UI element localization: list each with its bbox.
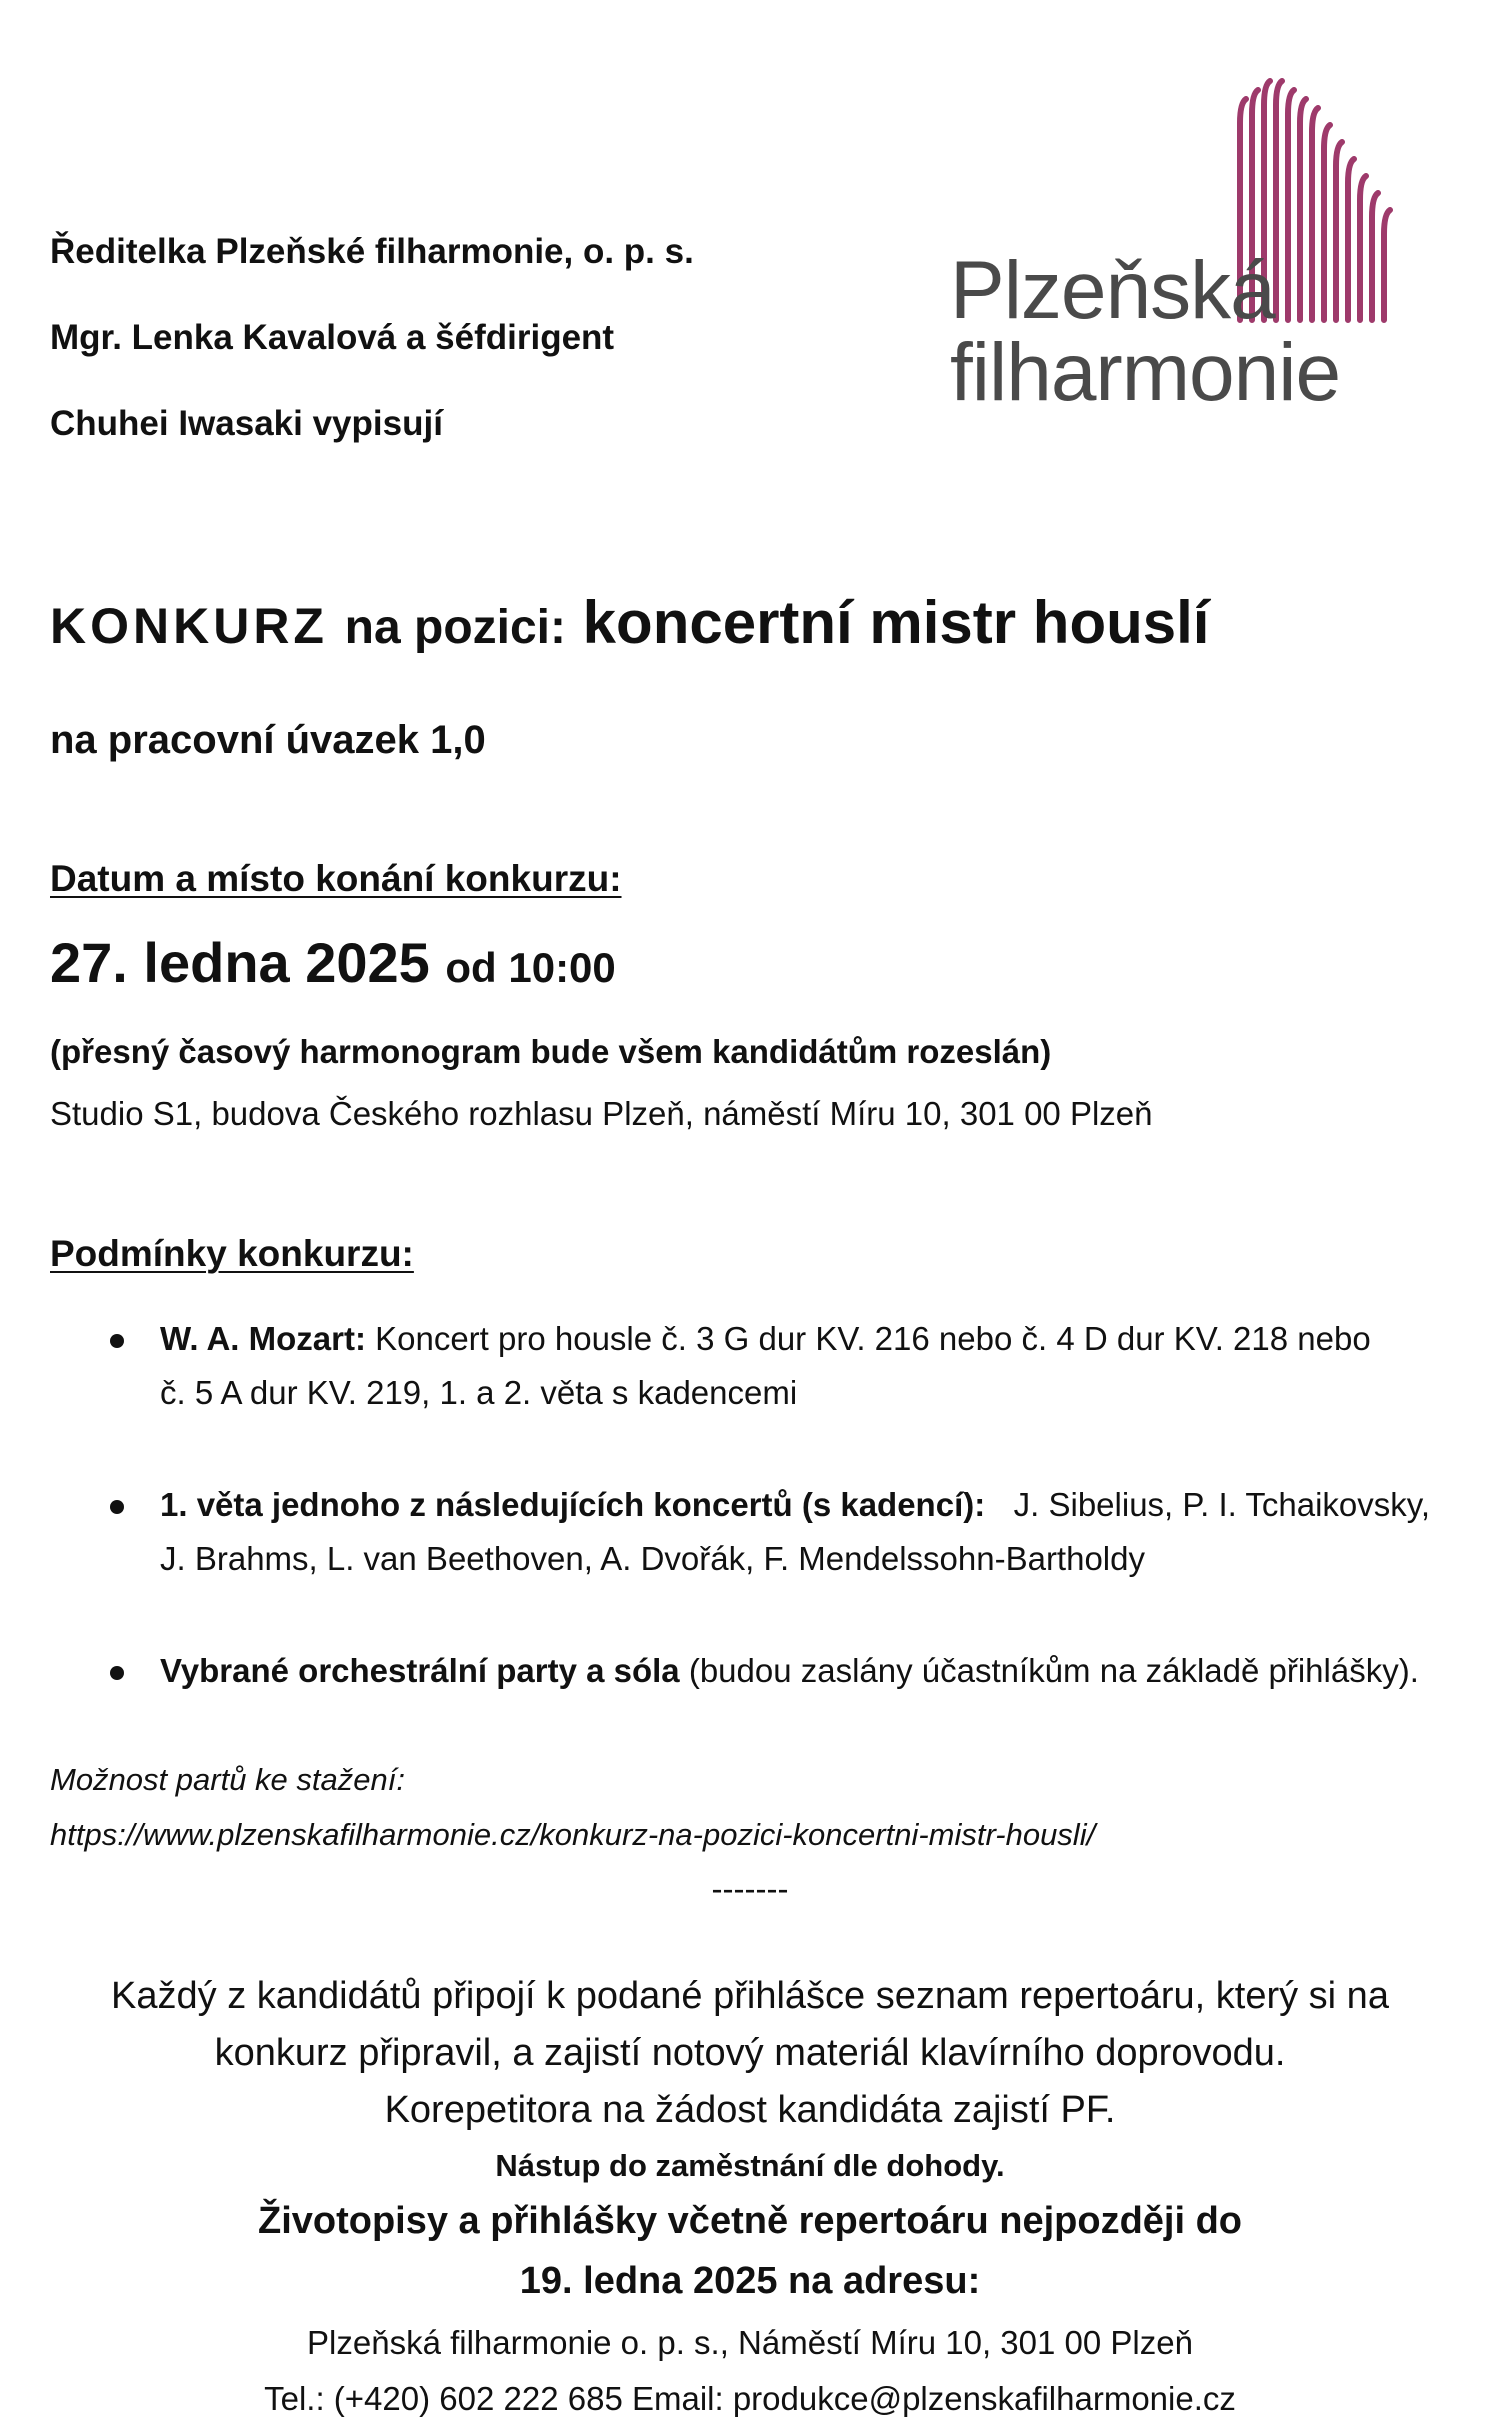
condition-2-line2: J. Brahms, L. van Beethoven, A. Dvořák, F. Mendelssohn-Bartholdy <box>160 1540 1145 1577</box>
download-link[interactable]: https://www.plzenskafilharmonie.cz/konkurz-na-pozici-koncertni-mistr-housli/ <box>50 1817 1096 1852</box>
workload: na pracovní úvazek 1,0 <box>50 718 486 762</box>
repertoire-line-1: Každý z kandidátů připojí k podané přihlášce seznam repertoáru, který si na <box>111 1975 1389 2017</box>
bullet-icon <box>110 1500 124 1514</box>
intro-line-1: Ředitelka Plzeňské filharmonie, o. p. s. <box>50 232 694 271</box>
intro-line-2: Mgr. Lenka Kavalová a šéfdirigent <box>50 318 615 357</box>
logo-line-2: filharmonie <box>950 327 1341 418</box>
deadline-line-1: Životopisy a přihlášky včetně repertoáru nejpozději do <box>257 2200 1243 2242</box>
schedule-note: (přesný časový harmonogram bude všem kandidátům rozeslán) <box>50 1033 1052 1070</box>
condition-1-line2: č. 5 A dur KV. 219, 1. a 2. věta s kadencemi <box>160 1374 798 1411</box>
condition-1-bold: W. A. Mozart: <box>160 1320 366 1357</box>
bullet-icon <box>110 1666 124 1680</box>
title-na-pozici: na pozici: <box>344 601 566 654</box>
condition-3-bold: Vybrané orchestrální party a sóla <box>160 1652 680 1689</box>
condition-2-bold: 1. věta jednoho z následujících koncertů (s kadencí): <box>160 1486 986 1523</box>
contact-info: Tel.: (+420) 602 222 685 Email: produkce@plzenskafilharmonie.cz <box>264 2380 1236 2417</box>
deadline-line-2: 19. ledna 2025 na adresu: <box>519 2260 981 2302</box>
condition-item-3 <box>160 1644 1430 1698</box>
organ-pipe <box>1312 108 1318 320</box>
condition-item-2 <box>160 1478 1430 1586</box>
condition-1-line1: Koncert pro housle č. 3 G dur KV. 216 nebo č. 4 D dur KV. 218 nebo <box>375 1320 1371 1357</box>
bullet-icon <box>110 1334 124 1348</box>
event-place: Studio S1, budova Českého rozhlasu Plzeň, náměstí Míru 10, 301 00 Plzeň <box>50 1095 1153 1132</box>
event-date <box>50 930 616 995</box>
organ-pipe <box>1300 99 1306 320</box>
condition-3-line1: (budou zaslány účastníkům na základě přihlášky). <box>688 1652 1419 1689</box>
separator: ------- <box>711 1870 789 1907</box>
organ-pipe <box>1276 81 1282 320</box>
organ-pipe <box>1324 125 1330 320</box>
organ-pipe <box>1360 176 1366 320</box>
organ-pipe <box>1288 90 1294 320</box>
event-date-value: 27. ledna 2025 <box>50 931 430 994</box>
title-position: koncertní mistr houslí <box>582 589 1210 656</box>
plzenska-filharmonie-logo <box>950 70 1410 418</box>
address: Plzeňská filharmonie o. p. s., Náměstí Míru 10, 301 00 Plzeň <box>307 2324 1193 2361</box>
logo-line-1: Plzeňská <box>950 245 1275 336</box>
organ-pipe <box>1336 142 1342 320</box>
start-note: Nástup do zaměstnání dle dohody. <box>495 2148 1005 2183</box>
page-title <box>50 588 1209 657</box>
conditions-heading: Podmínky konkurzu: <box>50 1233 414 1274</box>
organ-pipe <box>1384 210 1390 320</box>
condition-item-1 <box>160 1312 1430 1420</box>
intro-line-3: Chuhei Iwasaki vypisují <box>50 404 443 443</box>
repertoire-line-3: Korepetitora na žádost kandidáta zajistí PF. <box>384 2089 1116 2131</box>
event-time: od 10:00 <box>445 944 616 991</box>
condition-2-line1: J. Sibelius, P. I. Tchaikovsky, <box>1013 1486 1430 1523</box>
organ-pipe <box>1372 193 1378 320</box>
date-heading: Datum a místo konání konkurzu: <box>50 858 622 899</box>
condition-2-first-line <box>160 1478 1430 1532</box>
download-label: Možnost partů ke stažení: <box>50 1762 405 1797</box>
title-konkurz: KONKURZ <box>50 598 328 654</box>
repertoire-line-2: konkurz připravil, a zajistí notový materiál klavírního doprovodu. <box>214 2032 1286 2074</box>
organ-pipe <box>1348 159 1354 320</box>
